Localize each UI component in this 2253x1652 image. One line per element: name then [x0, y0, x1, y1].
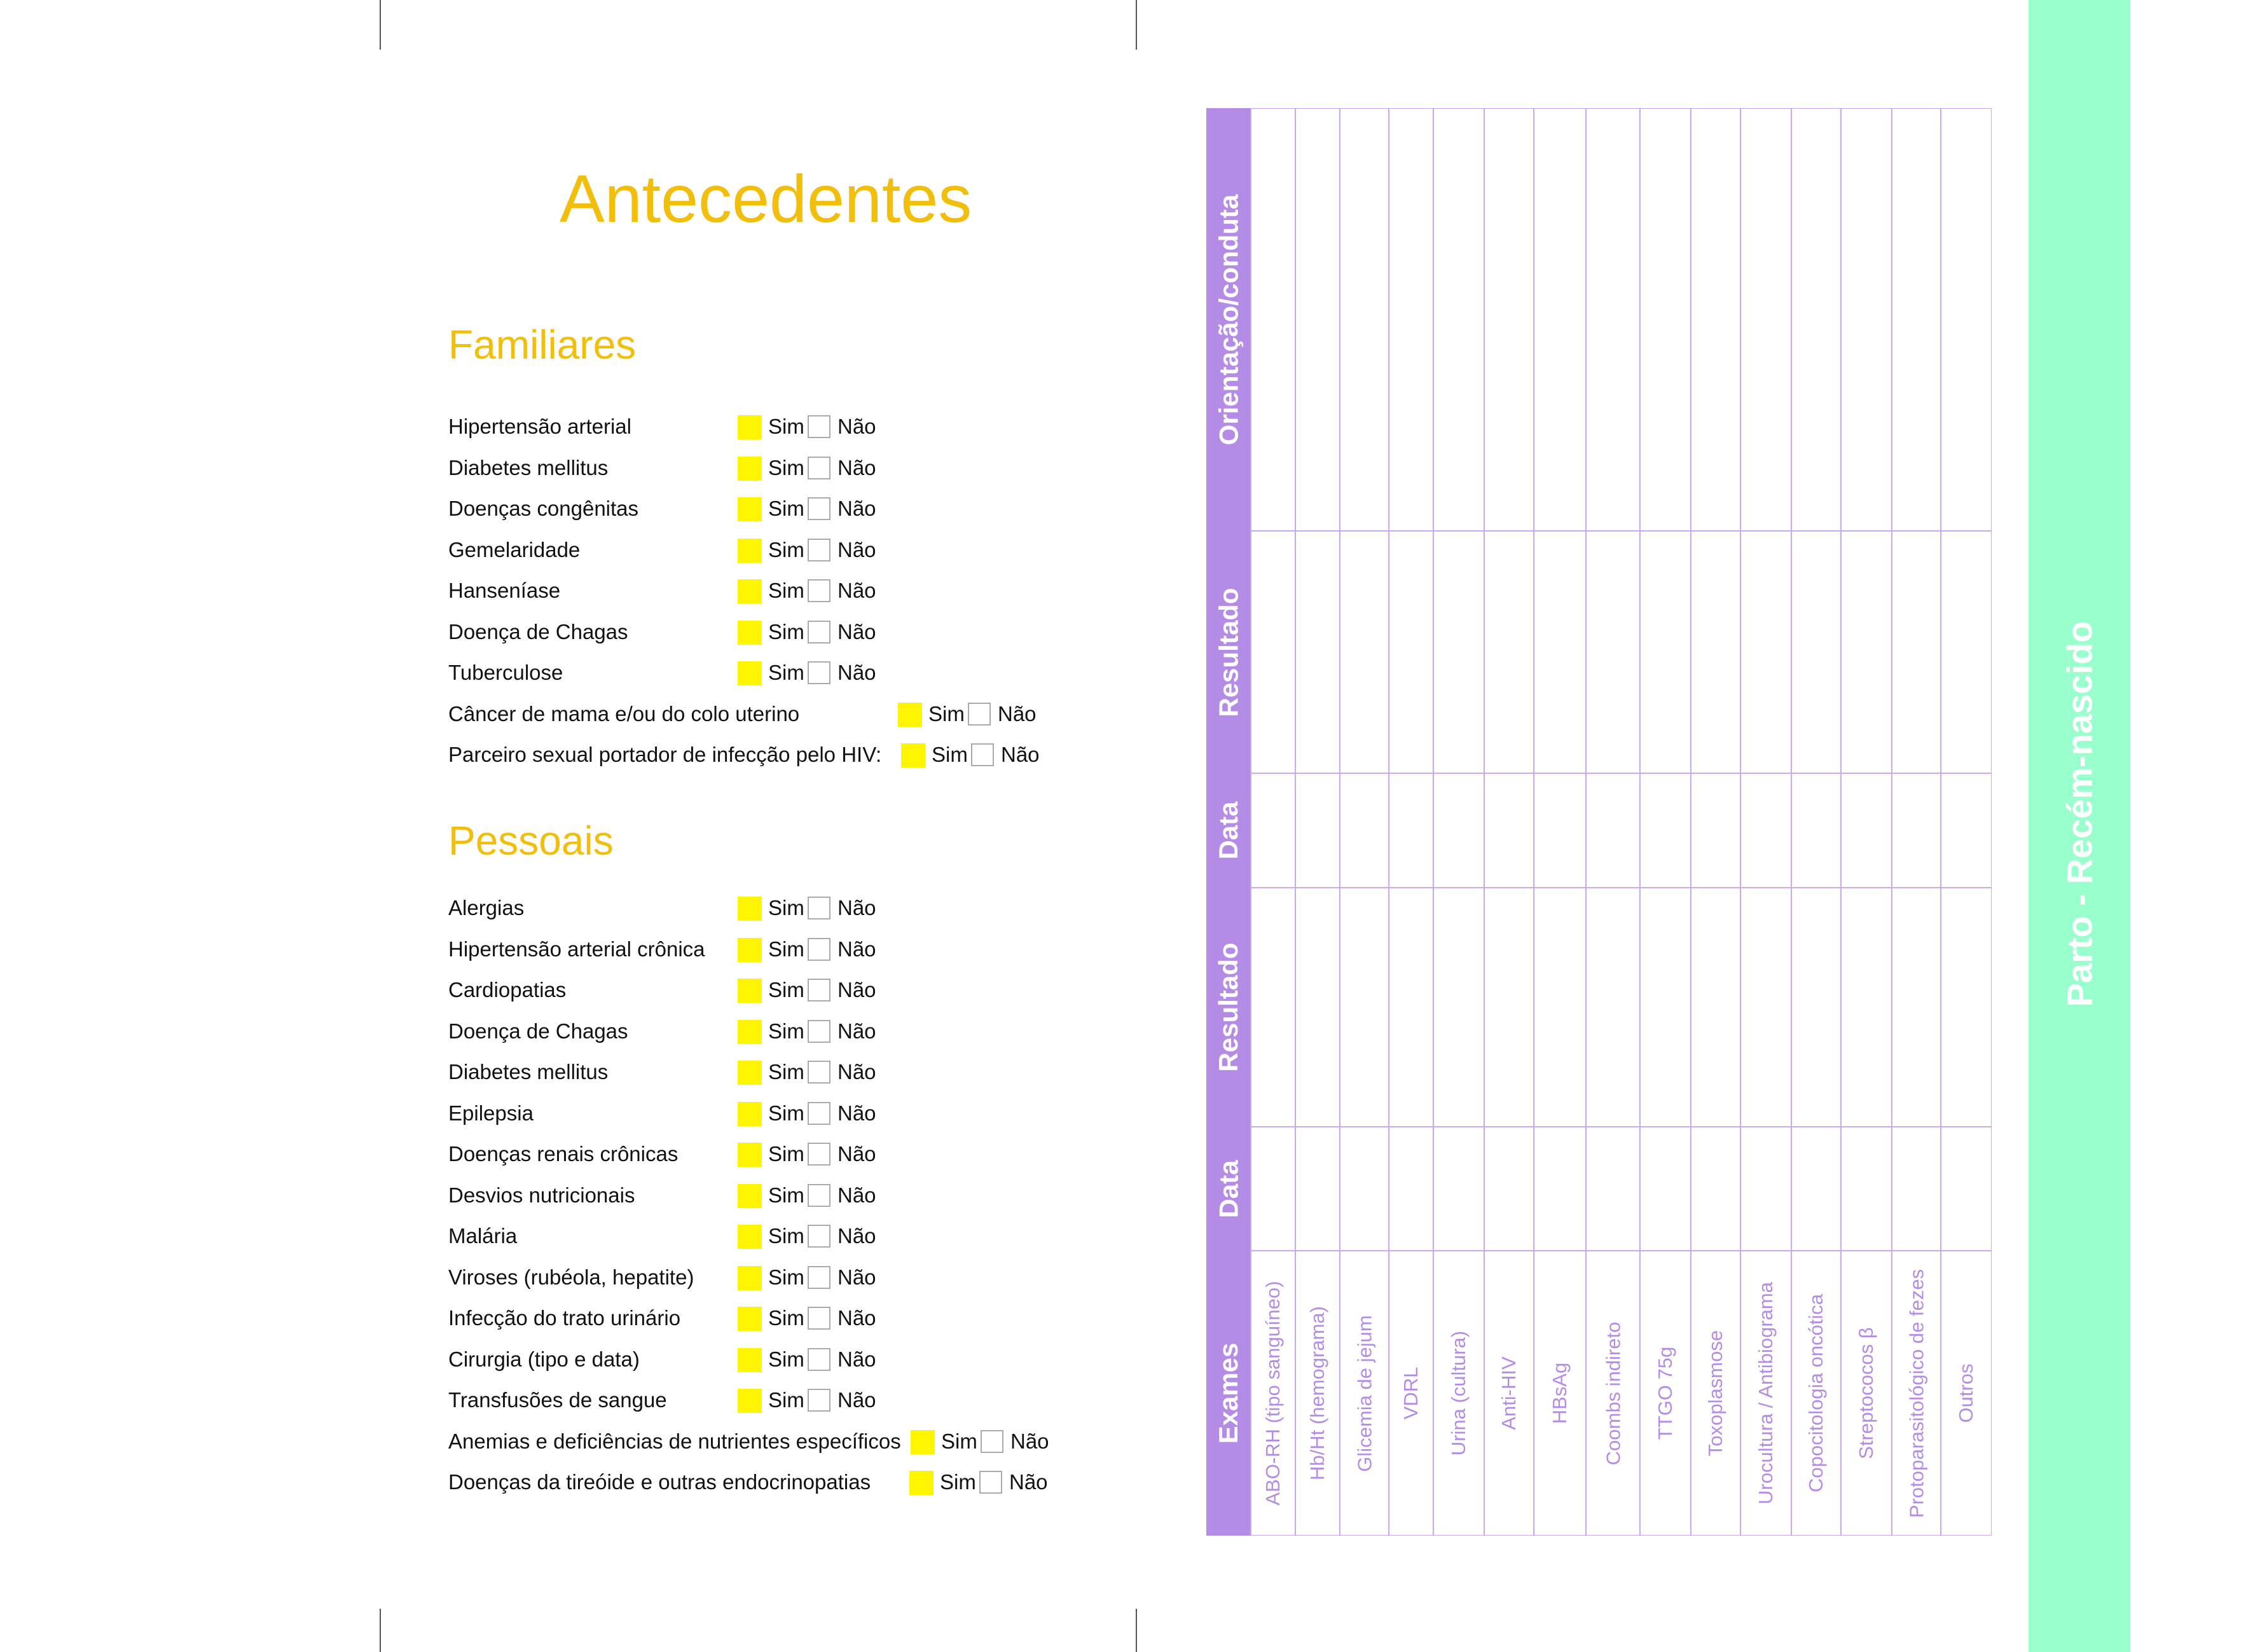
item-label: Cardiopatias — [448, 978, 567, 1002]
nao-checkbox[interactable] — [808, 979, 830, 1002]
nao-checkbox[interactable] — [808, 457, 830, 479]
sim-checkbox[interactable] — [738, 1184, 762, 1208]
nao-label: Não — [837, 1183, 876, 1207]
column-header: Data — [1213, 801, 1243, 860]
sim-label: Sim — [928, 701, 965, 726]
item-label: Hipertensão arterial — [448, 415, 631, 438]
exam-label: Urina (cultura) — [1447, 1330, 1470, 1456]
column-header: Data — [1213, 1159, 1243, 1218]
nao-checkbox[interactable] — [808, 579, 830, 602]
nao-label: Não — [837, 497, 876, 520]
exam-label: Hb/Ht (hemograma) — [1306, 1306, 1328, 1480]
exam-label: Streptococos β — [1855, 1327, 1877, 1459]
sim-label: Sim — [768, 579, 804, 602]
sim-label: Sim — [768, 1224, 804, 1248]
sim-checkbox[interactable] — [738, 938, 762, 962]
sim-checkbox[interactable] — [909, 1471, 934, 1495]
sim-checkbox[interactable] — [738, 497, 762, 521]
sim-checkbox[interactable] — [738, 1307, 762, 1331]
exam-label: Glicemia de jejum — [1353, 1314, 1375, 1472]
nao-checkbox[interactable] — [981, 1430, 1003, 1453]
crop-mark — [380, 0, 381, 50]
nao-checkbox[interactable] — [808, 415, 830, 438]
sim-checkbox[interactable] — [738, 979, 762, 1003]
nao-checkbox[interactable] — [808, 661, 830, 684]
sim-checkbox[interactable] — [738, 539, 762, 563]
sim-label: Sim — [768, 1265, 804, 1289]
nao-label: Não — [837, 619, 876, 644]
sim-label: Sim — [768, 978, 804, 1002]
item-label: Cirurgia (tipo e data) — [448, 1347, 640, 1371]
exam-label: ABO-RH (tipo sanguíneo) — [1262, 1281, 1284, 1506]
sim-label: Sim — [941, 1429, 977, 1453]
exam-label: Outros — [1955, 1363, 1977, 1423]
nao-label: Não — [1001, 743, 1040, 766]
nao-label: Não — [837, 896, 876, 919]
page-title: Antecedentes — [560, 162, 972, 237]
item-label: Hanseníase — [448, 579, 561, 602]
nao-checkbox[interactable] — [808, 1102, 830, 1125]
nao-checkbox[interactable] — [808, 621, 830, 644]
exam-label: Protoparasitológico de fezes — [1905, 1269, 1927, 1518]
sim-checkbox[interactable] — [898, 703, 922, 727]
sim-checkbox[interactable] — [738, 621, 762, 645]
crop-mark — [1136, 1609, 1137, 1652]
item-label: Anemias e deficiências de nutrientes específicos — [448, 1429, 901, 1453]
crop-mark — [380, 1609, 381, 1652]
pessoais-heading: Pessoais — [448, 818, 614, 864]
nao-checkbox[interactable] — [808, 1020, 830, 1043]
sim-label: Sim — [768, 1019, 804, 1043]
sim-checkbox[interactable] — [738, 897, 762, 921]
sim-checkbox[interactable] — [738, 1020, 762, 1044]
nao-label: Não — [837, 1265, 876, 1289]
sim-label: Sim — [768, 896, 804, 919]
item-label: Diabetes mellitus — [448, 455, 609, 479]
nao-checkbox[interactable] — [808, 1143, 830, 1166]
nao-label: Não — [837, 1060, 876, 1084]
nao-label: Não — [837, 937, 876, 961]
nao-checkbox[interactable] — [808, 1389, 830, 1412]
item-label: Doenças congênitas — [448, 497, 639, 520]
nao-checkbox[interactable] — [808, 1307, 830, 1330]
exam-label: TTGO 75g — [1654, 1346, 1676, 1440]
sim-checkbox[interactable] — [738, 1143, 762, 1167]
exam-label: Urocultura / Antibiograma — [1754, 1282, 1777, 1504]
crop-mark — [1136, 0, 1137, 50]
sim-label: Sim — [768, 937, 804, 961]
sim-checkbox[interactable] — [901, 743, 925, 767]
item-label: Gemelaridade — [448, 537, 581, 561]
item-label: Desvios nutricionais — [448, 1183, 635, 1207]
item-label: Transfusões de sangue — [448, 1388, 667, 1412]
exam-label: HBsAg — [1548, 1362, 1571, 1424]
sim-label: Sim — [768, 455, 804, 479]
sim-label: Sim — [768, 1142, 804, 1166]
item-label: Tuberculose — [448, 661, 563, 684]
sim-label: Sim — [768, 1306, 804, 1330]
column-header: Exames — [1213, 1342, 1243, 1444]
item-label: Doença de Chagas — [448, 619, 628, 644]
item-label: Alergias — [448, 896, 525, 919]
sim-checkbox[interactable] — [738, 415, 762, 439]
sim-label: Sim — [768, 1101, 804, 1125]
nao-label: Não — [998, 701, 1037, 726]
sim-checkbox[interactable] — [738, 1389, 762, 1413]
item-label: Viroses (rubéola, hepatite) — [448, 1265, 694, 1289]
nao-checkbox[interactable] — [808, 1225, 830, 1248]
nao-label: Não — [837, 1347, 876, 1371]
nao-label: Não — [837, 455, 876, 479]
item-label: Doenças da tireóide e outras endocrinopatias — [448, 1470, 871, 1494]
column-header: Resultado — [1213, 942, 1243, 1072]
nao-checkbox[interactable] — [808, 897, 830, 919]
sim-label: Sim — [932, 743, 968, 766]
sim-checkbox[interactable] — [738, 457, 762, 481]
nao-checkbox[interactable] — [971, 743, 994, 766]
nao-checkbox[interactable] — [968, 703, 991, 726]
nao-label: Não — [837, 537, 876, 561]
nao-label: Não — [1010, 1429, 1049, 1453]
column-header: Orientação/conduta — [1213, 194, 1243, 445]
sim-label: Sim — [768, 415, 804, 438]
sim-checkbox[interactable] — [738, 661, 762, 685]
nao-checkbox[interactable] — [808, 1266, 830, 1289]
item-label: Doença de Chagas — [448, 1019, 628, 1043]
item-label: Diabetes mellitus — [448, 1060, 609, 1084]
sim-label: Sim — [940, 1470, 976, 1494]
sim-checkbox[interactable] — [738, 1266, 762, 1290]
sim-checkbox[interactable] — [738, 1225, 762, 1249]
exam-label: Toxoplasmose — [1704, 1330, 1726, 1457]
sim-label: Sim — [768, 1347, 804, 1371]
sidebar-title: Parto - Recém-nascido — [2059, 621, 2100, 1007]
nao-label: Não — [837, 1388, 876, 1412]
sim-label: Sim — [768, 1388, 804, 1412]
nao-label: Não — [837, 1142, 876, 1166]
sim-checkbox[interactable] — [738, 1061, 762, 1085]
sim-checkbox[interactable] — [738, 1102, 762, 1126]
sim-label: Sim — [768, 619, 804, 644]
nao-checkbox[interactable] — [808, 938, 830, 961]
exam-label: Coombs indireto — [1602, 1321, 1624, 1465]
nao-label: Não — [837, 1306, 876, 1330]
column-header: Resultado — [1213, 587, 1243, 717]
item-label: Parceiro sexual portador de infecção pelo HIV: — [448, 743, 882, 766]
nao-label: Não — [837, 579, 876, 602]
exam-label: VDRL — [1400, 1366, 1422, 1420]
nao-label: Não — [1009, 1470, 1048, 1494]
item-label: Hipertensão arterial crônica — [448, 937, 705, 961]
familiares-heading: Familiares — [448, 322, 637, 368]
nao-label: Não — [837, 661, 876, 684]
nao-label: Não — [837, 415, 876, 438]
sim-label: Sim — [768, 497, 804, 520]
item-label: Malária — [448, 1224, 518, 1248]
nao-checkbox[interactable] — [979, 1471, 1002, 1494]
exam-label: Anti-HIV — [1498, 1356, 1520, 1430]
sim-checkbox[interactable] — [911, 1430, 935, 1454]
item-label: Câncer de mama e/ou do colo uterino — [448, 701, 800, 726]
nao-checkbox[interactable] — [808, 1184, 830, 1207]
nao-checkbox[interactable] — [808, 1061, 830, 1084]
exam-table — [1206, 108, 1992, 1536]
sim-checkbox[interactable] — [738, 1348, 762, 1372]
nao-label: Não — [837, 1224, 876, 1248]
item-label: Doenças renais crônicas — [448, 1142, 679, 1166]
nao-checkbox[interactable] — [808, 1348, 830, 1371]
nao-checkbox[interactable] — [808, 539, 830, 561]
nao-checkbox[interactable] — [808, 497, 830, 520]
nao-label: Não — [837, 978, 876, 1002]
exam-label: Copocitologia oncótica — [1805, 1294, 1827, 1492]
nao-label: Não — [837, 1101, 876, 1125]
sim-label: Sim — [768, 1060, 804, 1084]
sim-checkbox[interactable] — [738, 579, 762, 603]
item-label: Epilepsia — [448, 1101, 534, 1125]
sim-label: Sim — [768, 1183, 804, 1207]
item-label: Infecção do trato urinário — [448, 1306, 681, 1330]
sim-label: Sim — [768, 537, 804, 561]
nao-label: Não — [837, 1019, 876, 1043]
sim-label: Sim — [768, 661, 804, 684]
